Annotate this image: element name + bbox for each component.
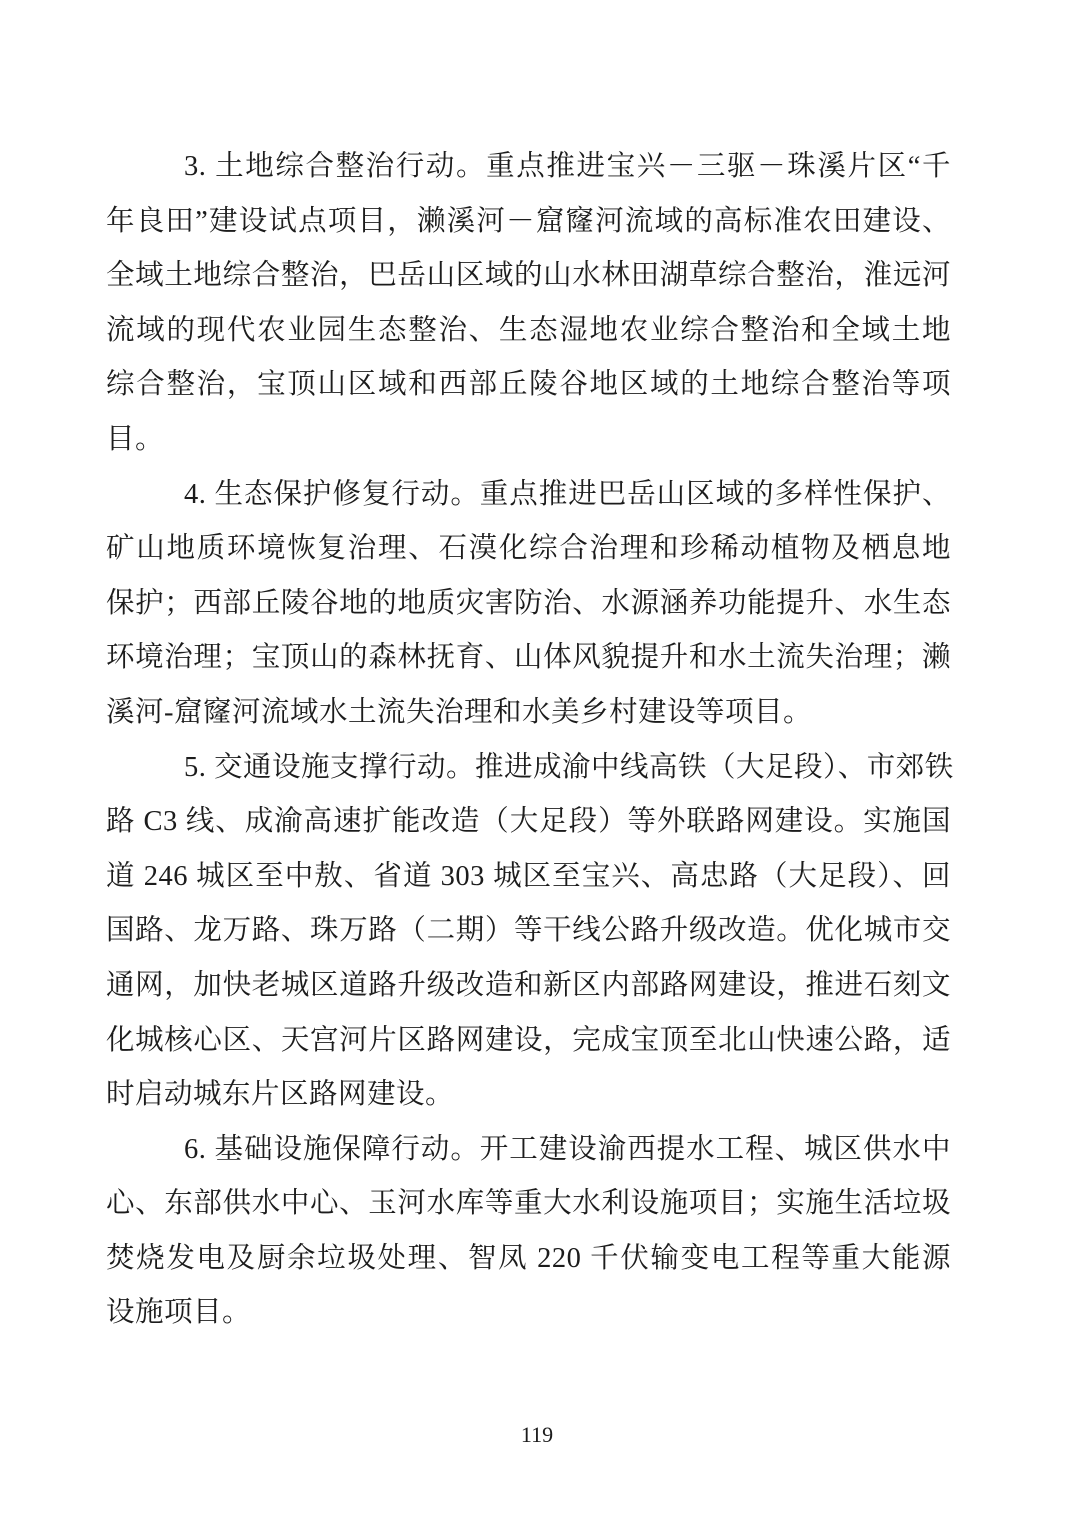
text-line: 设施项目。 <box>106 1297 252 1329</box>
text-line: 全域土地综合整治，巴岳山区域的山水林田湖草综合整治，淮远河 <box>106 260 951 292</box>
text-line: 综合整治，宝顶山区域和西部丘陵谷地区域的土地综合整治等项 <box>106 369 951 401</box>
text-line: 流域的现代农业园生态整治、生态湿地农业综合整治和全域土地 <box>106 314 951 346</box>
text-line: 环境治理；宝顶山的森林抚育、山体风貌提升和水土流失治理；濑 <box>106 642 951 674</box>
text-line: 国路、龙万路、珠万路（二期）等干线公路升级改造。优化城市交 <box>106 915 951 947</box>
paragraph <box>106 140 951 468</box>
page-number: 119 <box>520 1422 554 1447</box>
text-line: 5. 交通设施支撑行动。推进成渝中线高铁（大足段）、市郊铁 <box>184 751 954 783</box>
document-body <box>106 140 954 1341</box>
text-line: 溪河-窟窿河流域水土流失治理和水美乡村建设等项目。 <box>106 696 812 728</box>
paragraph <box>106 1123 951 1341</box>
text-line: 6. 基础设施保障行动。开工建设渝西提水工程、城区供水中 <box>184 1133 951 1165</box>
text-line: 道 246 城区至中敖、省道 303 城区至宝兴、高忠路（大足段）、回 <box>106 860 951 892</box>
text-line: 矿山地质环境恢复治理、石漠化综合治理和珍稀动植物及栖息地 <box>106 533 951 565</box>
text-line: 焚烧发电及厨余垃圾处理、智凤 220 千伏输变电工程等重大能源 <box>106 1242 951 1274</box>
paragraph <box>106 741 954 1123</box>
text-line: 目。 <box>106 423 165 455</box>
text-line: 年良田”建设试点项目，濑溪河－窟窿河流域的高标准农田建设、 <box>106 205 951 237</box>
text-line: 路 C3 线、成渝高速扩能改造（大足段）等外联路网建设。实施国 <box>106 806 951 838</box>
text-line: 心、东部供水中心、玉河水库等重大水利设施项目；实施生活垃圾 <box>106 1188 951 1220</box>
text-line: 3. 土地综合整治行动。重点推进宝兴－三驱－珠溪片区“千 <box>184 151 951 182</box>
text-line: 化城核心区、天宫河片区路网建设，完成宝顶至北山快速公路，适 <box>106 1024 951 1056</box>
text-line: 通网，加快老城区道路升级改造和新区内部路网建设，推进石刻文 <box>106 969 951 1001</box>
text-line: 4. 生态保护修复行动。重点推进巴岳山区域的多样性保护、 <box>184 478 951 510</box>
paragraph <box>106 468 951 741</box>
text-line: 保护；西部丘陵谷地的地质灾害防治、水源涵养功能提升、水生态 <box>106 587 951 619</box>
text-line: 时启动城东片区路网建设。 <box>106 1079 455 1111</box>
